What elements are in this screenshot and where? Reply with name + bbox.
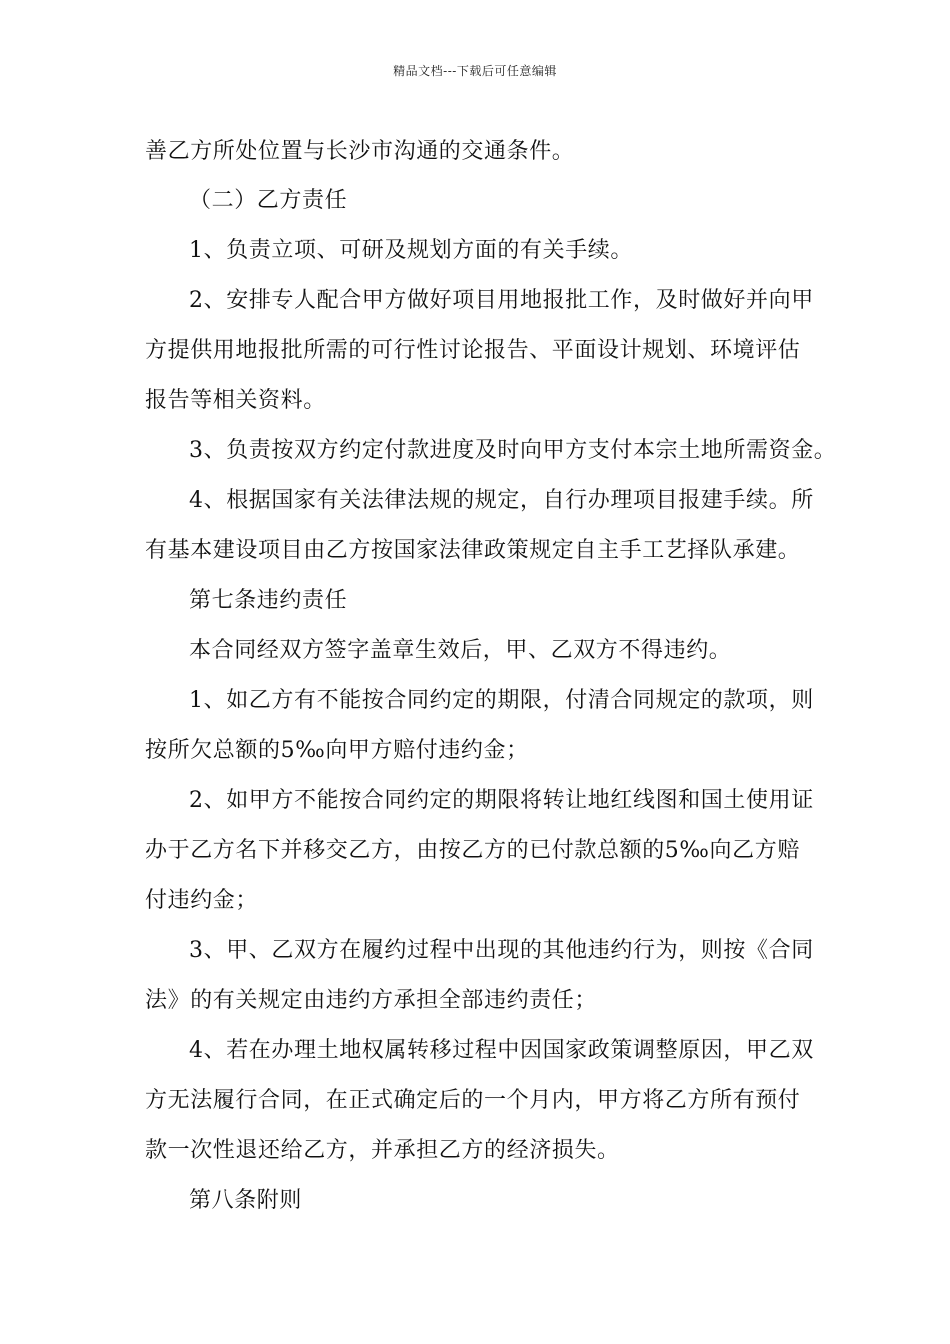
text-line-8: 4、根据国家有关法律法规的规定，自行办理项目报建手续。所 bbox=[189, 488, 814, 513]
text-line-21: 款一次性退还给乙方，并承担乙方的经济损失。 bbox=[145, 1138, 620, 1163]
text-line-3: 1、负责立项、可研及规划方面的有关手续。 bbox=[189, 238, 633, 263]
text-line-19: 4、若在办理土地权属转移过程中因国家政策调整原因，甲乙双 bbox=[189, 1038, 814, 1063]
text-line-6: 报告等相关资料。 bbox=[145, 388, 326, 413]
text-line-11: 本合同经双方签字盖章生效后，甲、乙双方不得违约。 bbox=[189, 638, 732, 663]
text-line-20: 方无法履行合同，在正式确定后的一个月内，甲方将乙方所有预付 bbox=[145, 1088, 801, 1113]
text-line-18: 法》的有关规定由违约方承担全部违约责任； bbox=[145, 988, 598, 1013]
text-line-5: 方提供用地报批所需的可行性讨论报告、平面设计规划、环境评估 bbox=[145, 338, 801, 363]
article-7-heading: 第七条违约责任 bbox=[189, 588, 348, 613]
text-line-15: 办于乙方名下并移交乙方，由按乙方的已付款总额的5‰向乙方赔 bbox=[145, 838, 800, 863]
text-line-7: 3、负责按双方约定付款进度及时向甲方支付本宗土地所需资金。 bbox=[189, 438, 837, 463]
text-line-16: 付违约金； bbox=[145, 888, 259, 913]
article-8-heading: 第八条附则 bbox=[189, 1188, 303, 1213]
page-header: 精品文档---下载后可任意编辑 bbox=[393, 64, 557, 78]
text-line-17: 3、甲、乙双方在履约过程中出现的其他违约行为，则按《合同 bbox=[189, 938, 814, 963]
text-line-4: 2、安排专人配合甲方做好项目用地报批工作，及时做好并向甲 bbox=[189, 288, 814, 313]
section-heading-party-b-duties: （二）乙方责任 bbox=[189, 188, 348, 213]
text-line-1: 善乙方所处位置与长沙市沟通的交通条件。 bbox=[145, 139, 575, 164]
text-line-14: 2、如甲方不能按合同约定的期限将转让地红线图和国土使用证 bbox=[189, 788, 814, 813]
text-line-9: 有基本建设项目由乙方按国家法律政策规定自主手工艺择队承建。 bbox=[145, 538, 801, 563]
text-line-12: 1、如乙方有不能按合同约定的期限，付清合同规定的款项，则 bbox=[189, 688, 814, 713]
text-line-13: 按所欠总额的5‰向甲方赔付违约金； bbox=[145, 738, 529, 763]
